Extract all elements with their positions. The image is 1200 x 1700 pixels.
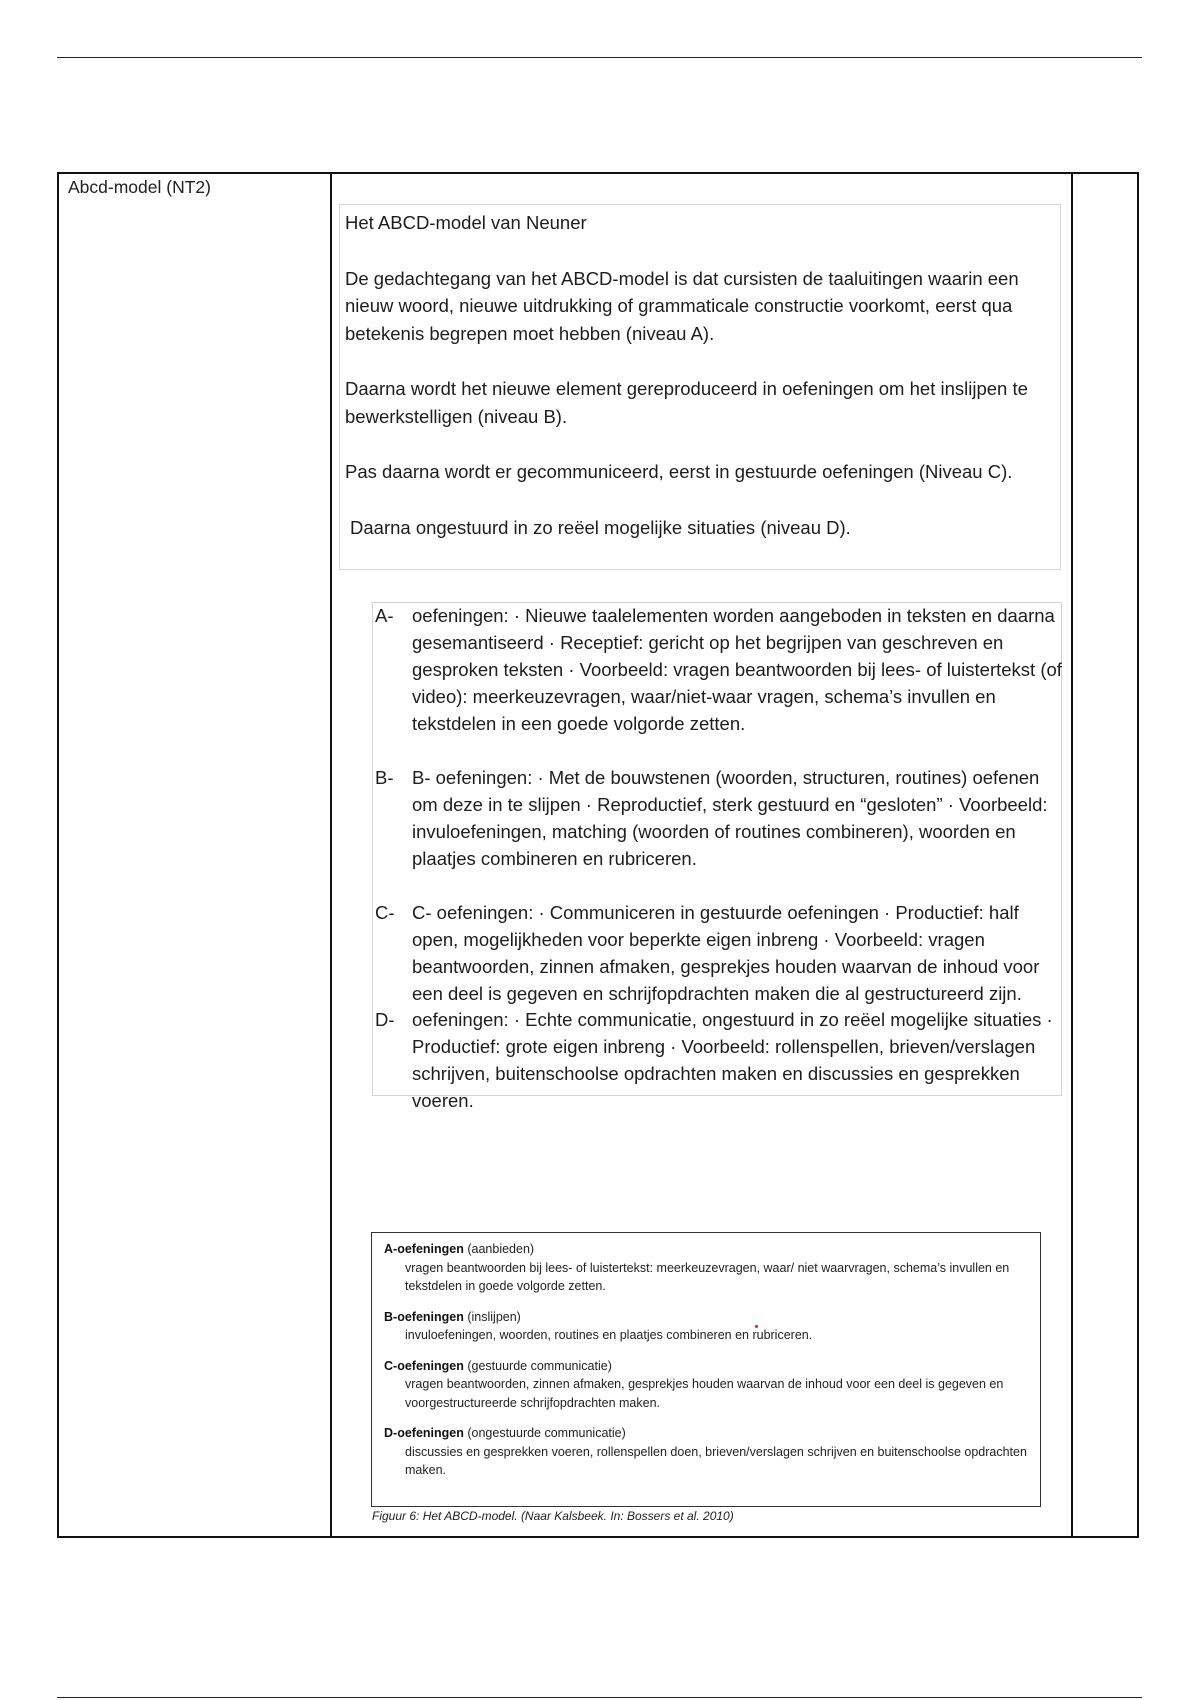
intro-paragraph-c: Pas daarna wordt er gecommuniceerd, eerst in gestuurde oefeningen (Niveau C). [345,461,1013,482]
row-label: Abcd-model (NT2) [68,177,211,197]
figure-item-note: (ongestuurde communicatie) [467,1426,626,1440]
exercises-list [375,602,1065,1141]
exercise-text: oefeningen: · Echte communicatie, ongestuurd in zo reëel mogelijke situaties · Productief: grote eigen inbreng · Voorbeeld: rollenspellen, brieven/verslagen schrijven, buitenschoolse opdrachten maken en discussies en gesprekken voeren. [412,1009,1053,1111]
figure-item-title: B-oefeningen [384,1309,464,1324]
figure-caption: Figuur 6: Het ABCD-model. (Naar Kalsbeek. In: Bossers et al. 2010) [372,1509,734,1523]
figure-item-desc: invuloefeningen, woorden, routines en plaatjes combineren en rubriceren. [405,1328,813,1342]
list-marker: C- [375,902,395,923]
figure-item-note: (inslijpen) [467,1309,521,1324]
footer-rule [57,1697,1142,1698]
abcd-intro-box [339,204,1061,570]
exercise-text: oefeningen: · Nieuwe taalelementen worden aangeboden in teksten en daarna gesemantiseerd · Receptief: gericht op het begrijpen van geschreven en gesproken teksten · Voorbeeld: vragen beantwoorden bij lees- of luistertekst (of video): meerkeuzevragen, waar/niet-waar vragen, schema’s invullen en tekstdelen in een goede volgorde zetten. [412,605,1062,734]
exercise-item-d [375,1006,1065,1114]
header-rule [57,57,1142,58]
exercise-text: C- oefeningen: · Communiceren in gestuurde oefeningen · Productief: half open, mogelijkheden voor beperkte eigen inbreng · Voorbeeld: vragen beantwoorden, zinnen afmaken, gesprekjes houden waarvan de inhoud voor een deel is gegeven en schrijfopdrachten maken die al gestructureerd zijn. [412,902,1040,1004]
figure-item-note: (gestuurde communicatie) [467,1358,612,1373]
exercise-item-b [375,764,1065,872]
figure-item-title: C-oefeningen [384,1358,464,1373]
intro-paragraph-a: De gedachtegang van het ABCD-model is dat cursisten de taaluitingen waarin een nieuw woord, nieuwe uitdrukking of grammaticale constructie voorkomt, eerst qua betekenis begrepen moet hebben (niveau A). [345,267,1019,344]
intro-paragraph-d: Daarna ongestuurd in zo reëel mogelijke situaties (niveau D). [350,516,851,538]
figure-item-b [384,1308,1028,1345]
figure-item-d [384,1424,1028,1480]
column-divider [330,174,332,1536]
exercise-text: B- oefeningen: · Met de bouwstenen (woorden, structuren, routines) oefenen om deze in te slijpen · Reproductief, sterk gestuurd en “gesloten” · Voorbeeld: invuloefeningen, matching (woorden of routines combineren), woorden en plaatjes combineren en rubriceren. [412,767,1048,869]
exercise-item-a [375,602,1065,737]
intro-paragraph-b: Daarna wordt het nieuwe element gereproduceerd in oefeningen om het inslijpen te bewerkstelligen (niveau B). [345,378,1028,427]
figure-item-desc: discussies en gesprekken voeren, rollenspellen doen, brieven/verslagen schrijven en buitenschoolse opdrachten maken. [405,1444,1027,1477]
figure-item-desc: vragen beantwoorden, zinnen afmaken, gesprekjes houden waarvan de inhoud voor een deel is gegeven en voorgestructureerde schrijfopdrachten maken. [405,1377,1004,1410]
figure-item-note: (aanbieden) [467,1242,535,1256]
figure-item-title: D-oefeningen [384,1426,464,1440]
content-table [57,172,1139,1538]
exercise-item-c [375,899,1065,1007]
figure-item-a [384,1240,1028,1296]
figure-item-c [384,1357,1028,1413]
scan-artifact-dot [755,1325,758,1328]
figure-item-title: A-oefeningen [384,1242,464,1256]
list-marker: D- [375,1009,395,1030]
list-marker: A- [375,605,394,626]
figure-item-desc: vragen beantwoorden bij lees- of luistertekst: meerkeuzevragen, waar/ niet waarvragen, schema’s invullen en tekstdelen in goede volgorde zetten. [405,1260,1010,1293]
list-marker: B- [375,767,394,788]
column-divider [1071,174,1073,1536]
intro-title: Het ABCD-model van Neuner [345,212,587,233]
abcd-figure [371,1232,1041,1507]
